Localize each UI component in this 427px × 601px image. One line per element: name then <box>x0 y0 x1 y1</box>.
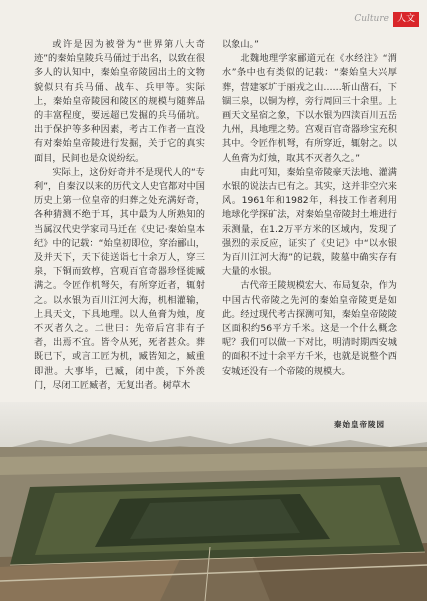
paragraph: 北魏地理学家郦道元在《水经注》“渭水”条中也有类似的记载：“秦始皇大兴厚葬，营建冢圹于丽戎之山……斩山凿石，下锢三泉，以铜为椁，旁行周回三十余里。上画天文星宿之象，下以水银为四渎百川五岳九州，具地理之势。宫观百官奇器珍宝充积其中。令匠作机弩，有所穿近，辄射之。以人鱼膏为灯烛，取其不灭者久之。” <box>222 53 397 164</box>
section-badge-cn: 人文 <box>393 12 419 27</box>
photo-caption: 秦始皇帝陵园 <box>334 420 385 429</box>
paragraph: 由此可知，秦始皇帝陵豪天法地、灌满水银的说法古已有之。其实，这并非空穴来风。1961年和1982年，科技工作者利用地球化学探矿法，对秦始皇帝陵封土堆进行汞测量，在1.2万平方米的区域内，发现了强烈的汞反应，证实了《史记》中“以水银为百川江河大海”的记载，陵墓中确实存有大量的水银。 <box>222 166 397 278</box>
paragraph: 或许是因为被誉为“世界第八大奇迹”的秦始皇陵兵马俑过于出名，以致在很多人的认知中，秦始皇帝陵园出土的文物貌似只有兵马俑、战车、兵甲等。实际上，秦始皇帝陵园和陵区的规模与随葬品的丰富程度，要远超已发掘的兵马俑坑。出于保护等多种因素，考古工作者一直没有对秦始皇帝陵进行发掘，关于它的真实面目，民间也是众说纷纭。 <box>34 39 205 164</box>
text-column-left <box>34 38 205 393</box>
mausoleum-aerial-photo <box>0 402 427 601</box>
text-column-right <box>222 38 397 379</box>
photo-fields <box>0 447 427 601</box>
paragraph: 实际上，这份好奇并不是现代人的“专利”，自秦汉以来的历代文人史官都对中国历史上第一位皇帝的归葬之处充满好奇，各种猜测不绝于耳，其中最为人所熟知的当属汉代史学家司马迁在《史记·秦始皇本纪》中的记载：“始皇初即位，穿治郦山，及并天下，天下徒送诣七十余万人，穿三泉，下铜而致椁，宫观百官奇器珍怪徙臧满之。令匠作机弩矢，有所穿近者，辄射之。以水银为百川江河大海，机相灌输，上具天文，下具地理。以人鱼膏为烛，度不灭者久之。二世曰：先帝后宫非有子者，出焉不宜。皆令从死，死者甚众。葬既已下，或言工匠为机，臧皆知之，臧重即泄。大事毕，已臧，闭中羡，下外羡门，尽闭工匠臧者，无复出者。树草木 <box>34 166 205 391</box>
paragraph: 古代帝王陵规模宏大、布局复杂，作为中国古代帝陵之先河的秦始皇帝陵更是如此。经过现代考古探测可知，秦始皇帝陵陵区面积约56平方千米。这是一个什么概念呢？我们可以做一下对比，明清时期西安城的面积不过十余平方千米，也就是说整个西安城还没有一个帝陵的规模大。 <box>222 280 397 377</box>
section-header <box>354 10 419 28</box>
paragraph: 以象山。” <box>222 39 259 50</box>
section-label-en: Culture <box>354 14 389 24</box>
